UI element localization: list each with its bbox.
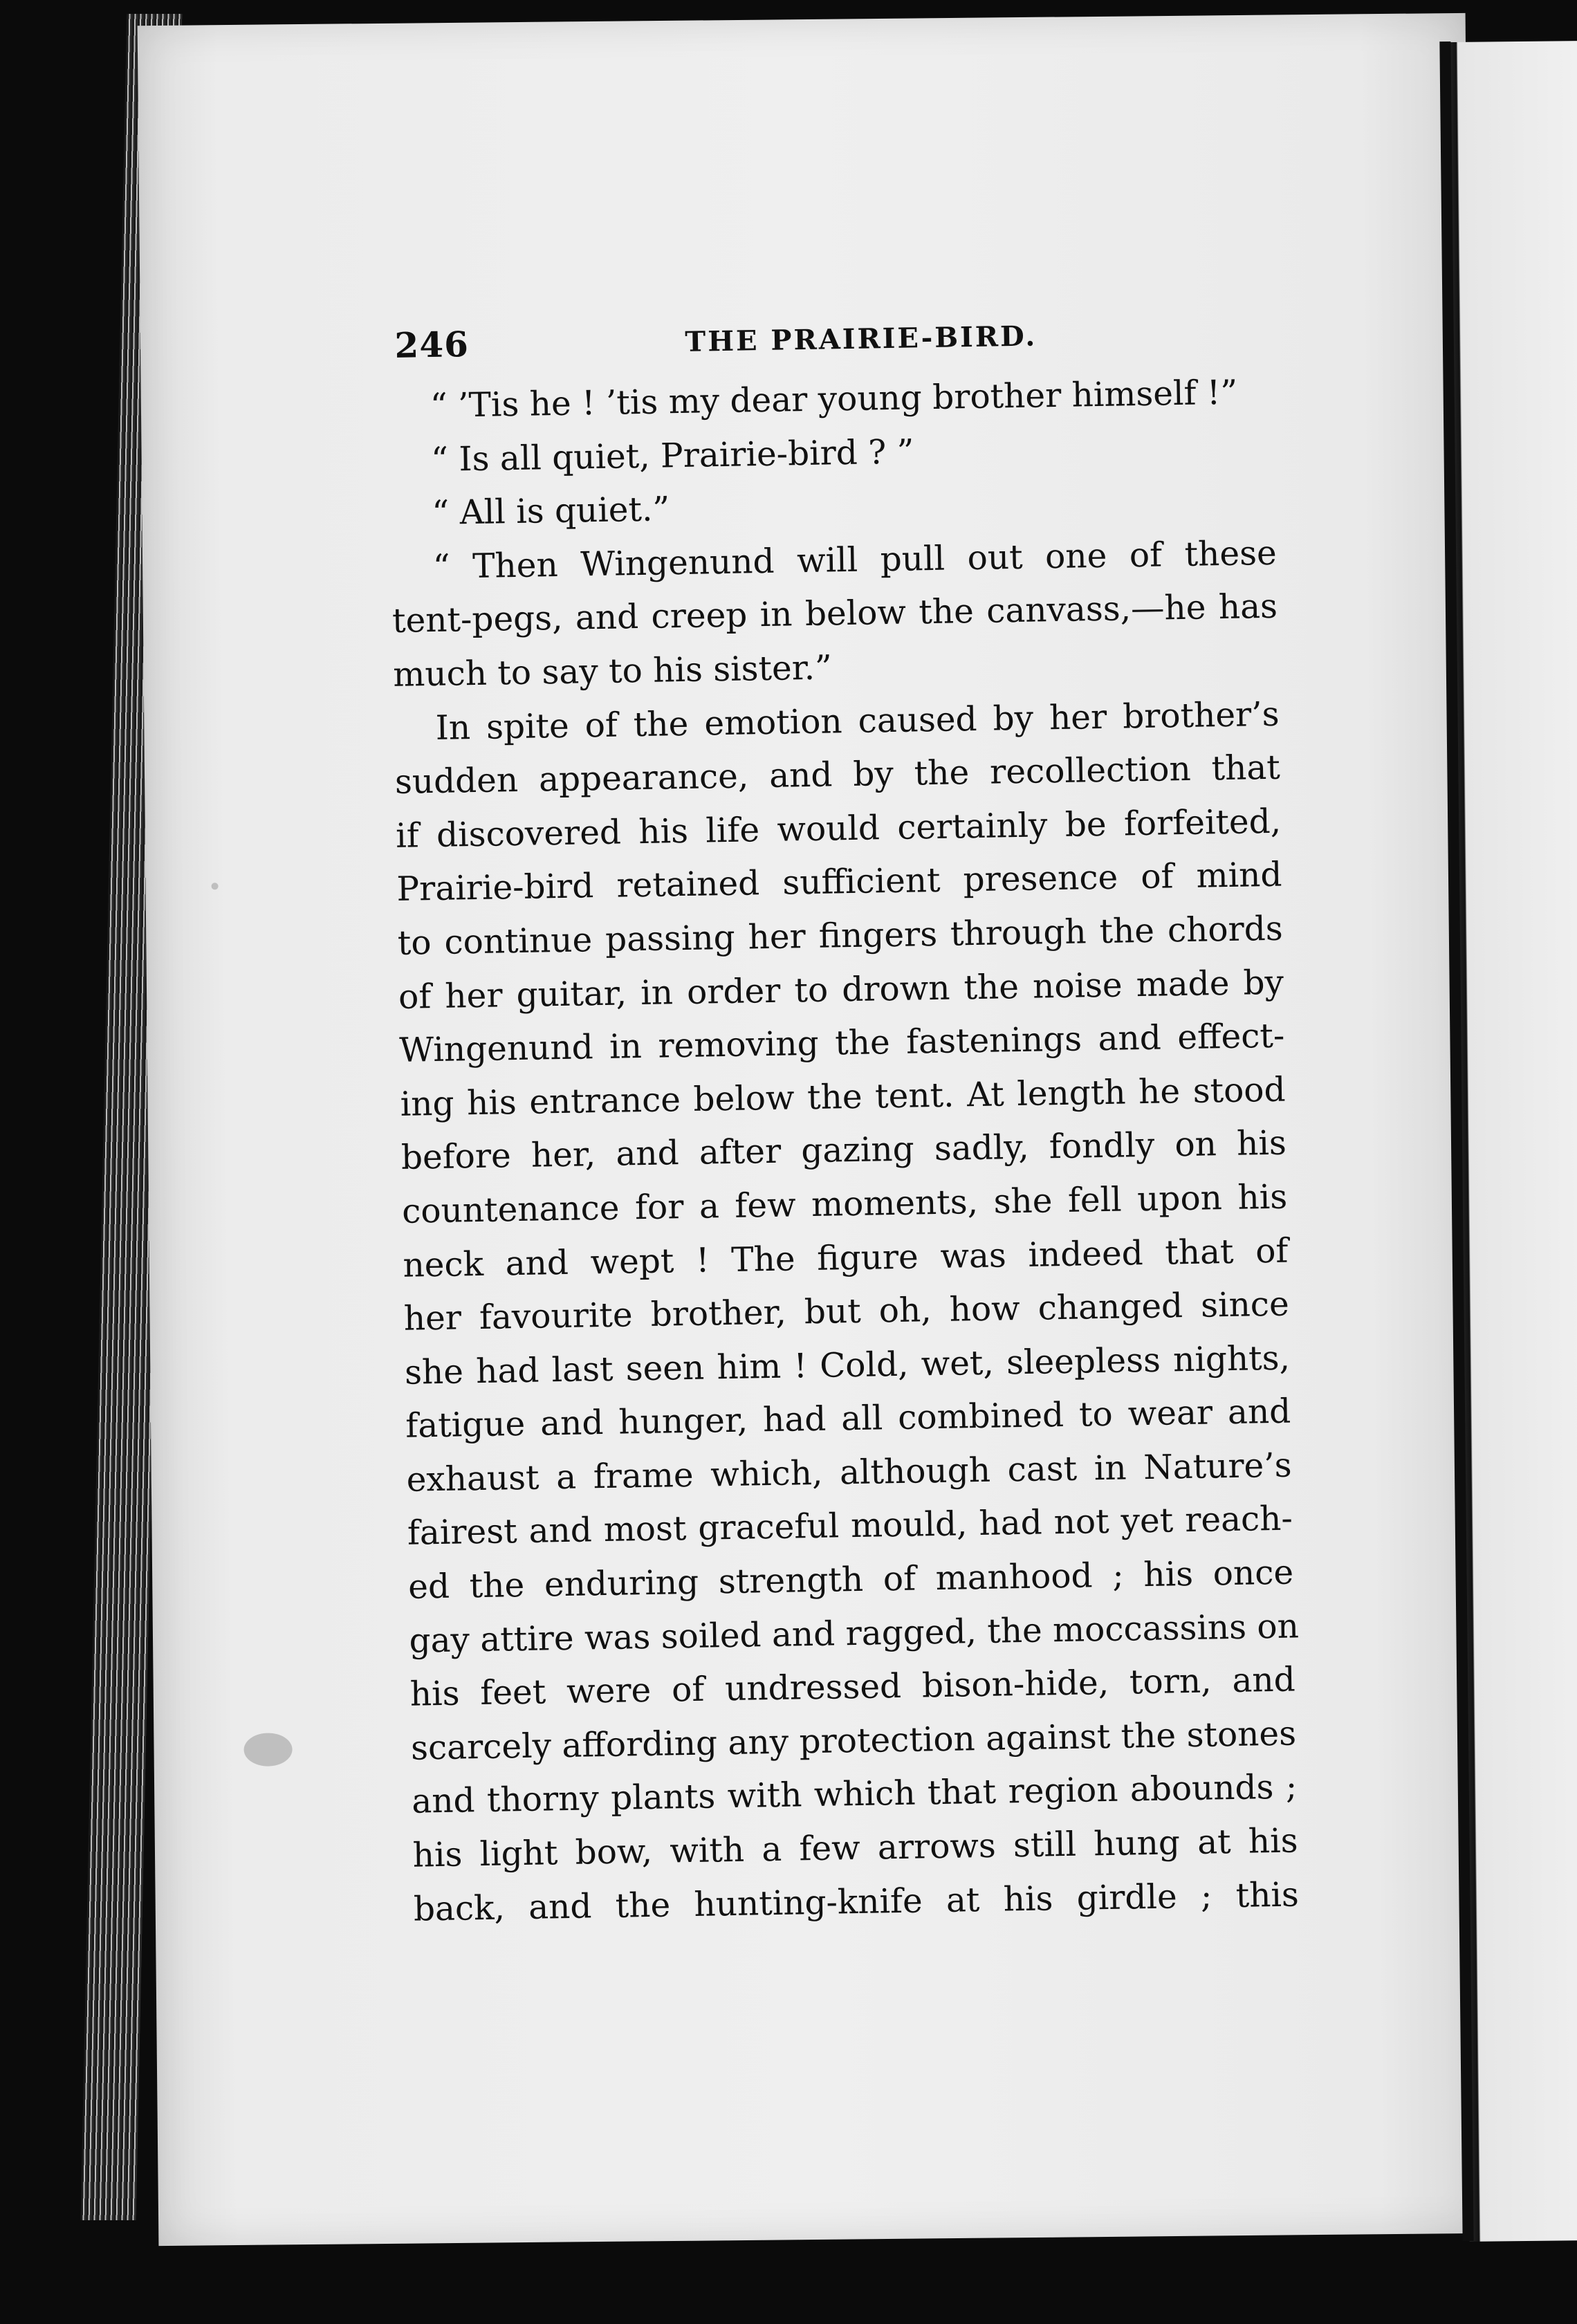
text-line: ed the enduring strength of manhood ; his once <box>407 1553 1294 1607</box>
text-line: Prairie-bird retained sufficient presence of mind <box>396 856 1282 910</box>
text-line: and thorny plants with which that region abounds ; <box>411 1767 1298 1822</box>
text-line: she had last seen him ! Cold, wet, sleepless nights, <box>404 1338 1291 1392</box>
text-line: her favourite brother, but oh, how changed since <box>403 1284 1290 1338</box>
page-text <box>387 311 1299 1937</box>
text-line: neck and wept ! The figure was indeed that of <box>403 1231 1289 1285</box>
text-line: ing his entrance below the tent. At length he stood <box>400 1070 1286 1124</box>
text-line: “ Is all quiet, Prairie-bird ? ” <box>430 432 914 479</box>
text-line: much to say to his sister.” <box>392 648 833 694</box>
text-line: fatigue and hunger, had all combined to wear and <box>405 1392 1291 1446</box>
text-line: “ All is quiet.” <box>432 490 670 533</box>
text-line: scarcely affording any protection against the stones <box>410 1714 1297 1768</box>
text-line: Wingenund in removing the fastenings and effect- <box>398 1016 1285 1070</box>
text-line: countenance for a few moments, she fell upon his <box>401 1177 1288 1231</box>
page-number: 246 <box>394 324 470 366</box>
text-line: back, and the hunting-knife at his girdle ; this <box>413 1875 1300 1929</box>
text-line: of her guitar, in order to drown the noise made by <box>398 963 1284 1017</box>
paper-speck <box>212 883 219 889</box>
text-line: sudden appearance, and by the recollection that <box>394 748 1281 802</box>
text-line: exhaust a frame which, although cast in Nature’s <box>406 1446 1292 1500</box>
paper-stain <box>243 1733 292 1767</box>
running-title: THE PRAIRIE-BIRD. <box>685 320 1038 358</box>
text-line: to continue passing her fingers through the chords <box>397 909 1284 963</box>
text-line: his light bow, with a few arrows still hung at his <box>412 1821 1298 1875</box>
text-line: gay attire was soiled and ragged, the moccassins on <box>409 1607 1300 1661</box>
text-line: tent-pegs, and creep in below the canvass,—he has <box>391 587 1278 641</box>
text-line: before her, and after gazing sadly, fondly on his <box>400 1123 1287 1178</box>
text-line: In spite of the emotion caused by her brother’s <box>435 694 1280 748</box>
text-line: “ Then Wingenund will pull out one of these <box>432 533 1278 587</box>
text-line: his feet were of undressed bison-hide, torn, and <box>409 1660 1296 1714</box>
text-line: fairest and most graceful mould, had not yet reach- <box>407 1500 1293 1553</box>
text-line: if discovered his life would certainly be forfeited, <box>395 802 1282 856</box>
text-line: “ ’Tis he ! ’tis my dear young brother himself !” <box>430 373 1238 425</box>
